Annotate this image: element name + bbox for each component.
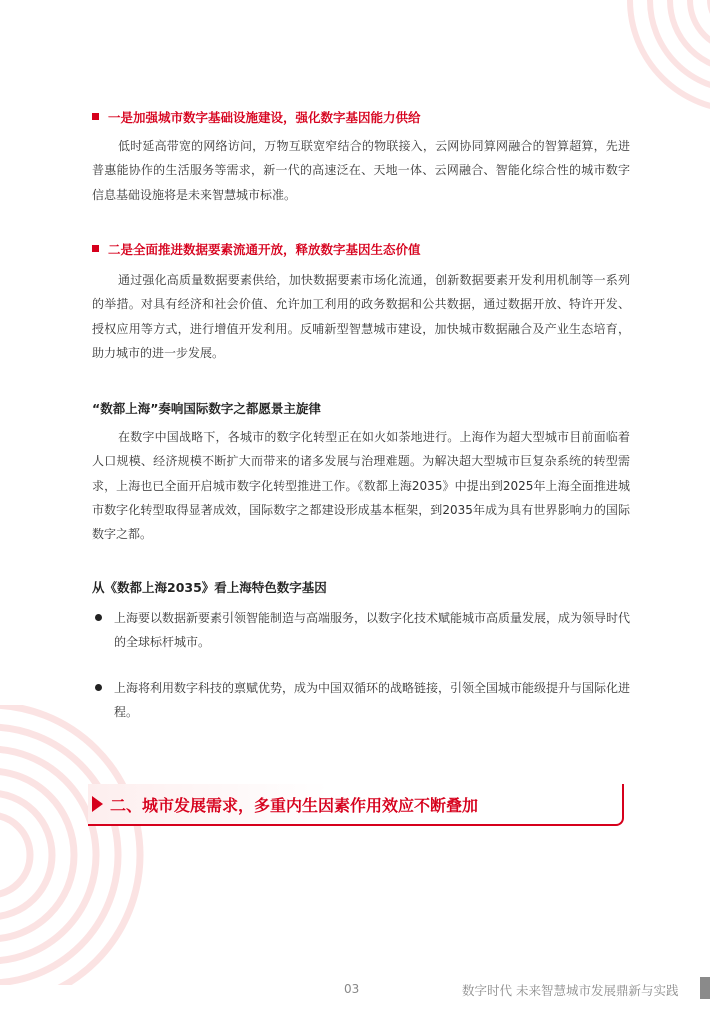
section-heading-shanghai-genes: 从《数都上海2035》看上海特色数字基因 xyxy=(92,580,327,595)
section-heading-shanghai-vision: “数都上海”奏响国际数字之都愿景主旋律 xyxy=(92,401,321,416)
list-item: 上海将利用数字科技的禀赋优势，成为中国双循环的战略链接，引领全国城市能级提升与国际化进程。 xyxy=(92,676,630,725)
section-heading-data-elements: 二是全面推进数据要素流通开放，释放数字基因生态价值 xyxy=(92,240,632,260)
footer-title: 数字时代 未来智慧城市发展鼎新与实践 xyxy=(462,983,679,998)
paragraph-shanghai-vision: 在数字中国战略下，各城市的数字化转型正在如火如荼地进行。上海作为超大型城市目前面临着人口规模、经济规模不断扩大而带来的诸多发展与治理难题。为解决超大型城市巨复杂系统的转型需求，上海也已全面开启城市数字化转型推进工作。《数都上海2035》中提出到2025年上海全面推进城市数字化转型取得显著成效，国际数字之都建设形成基本框架，到2035年成为具有世界影响力的国际数字之都。 xyxy=(92,430,630,542)
paragraph-infrastructure: 低时延高带宽的网络访问，万物互联宽窄结合的物联接入，云网协同算网融合的智算超算，先进普惠能协作的生活服务等需求，新一代的高速泛在、天地一体、云网融合、智能化综合性的城市数字信息基础设施将是未来智慧城市标准。 xyxy=(92,139,630,202)
section-banner-title: 二、城市发展需求，多重内生因素作用效应不断叠加 xyxy=(110,796,479,815)
triangle-marker-icon xyxy=(92,796,103,812)
list-item: 上海要以数据新要素引领智能制造与高端服务，以数字化技术赋能城市高质量发展，成为领导时代的全球标杆城市。 xyxy=(92,606,630,655)
bullet-dot-icon xyxy=(95,614,102,621)
section-heading-infrastructure: 一是加强城市数字基础设施建设，强化数字基因能力供给 xyxy=(92,108,632,128)
square-bullet-icon xyxy=(92,245,99,252)
section-banner xyxy=(88,784,624,826)
bullet-dot-icon xyxy=(95,684,102,691)
footer-bar-marker xyxy=(700,977,710,999)
square-bullet-icon xyxy=(92,113,99,120)
paragraph-data-elements: 通过强化高质量数据要素供给，加快数据要素市场化流通，创新数据要素开发利用机制等一系列的举措。对具有经济和社会价值、允许加工利用的政务数据和公共数据，通过数据开放、特许开发、授权应用等方式，进行增值开发利用。反哺新型智慧城市建设，加快城市数据融合及产业生态培育，助力城市的进一步发展。 xyxy=(92,273,630,360)
page-number: 03 xyxy=(344,982,360,996)
decorative-rings-bottom-left xyxy=(0,705,190,985)
